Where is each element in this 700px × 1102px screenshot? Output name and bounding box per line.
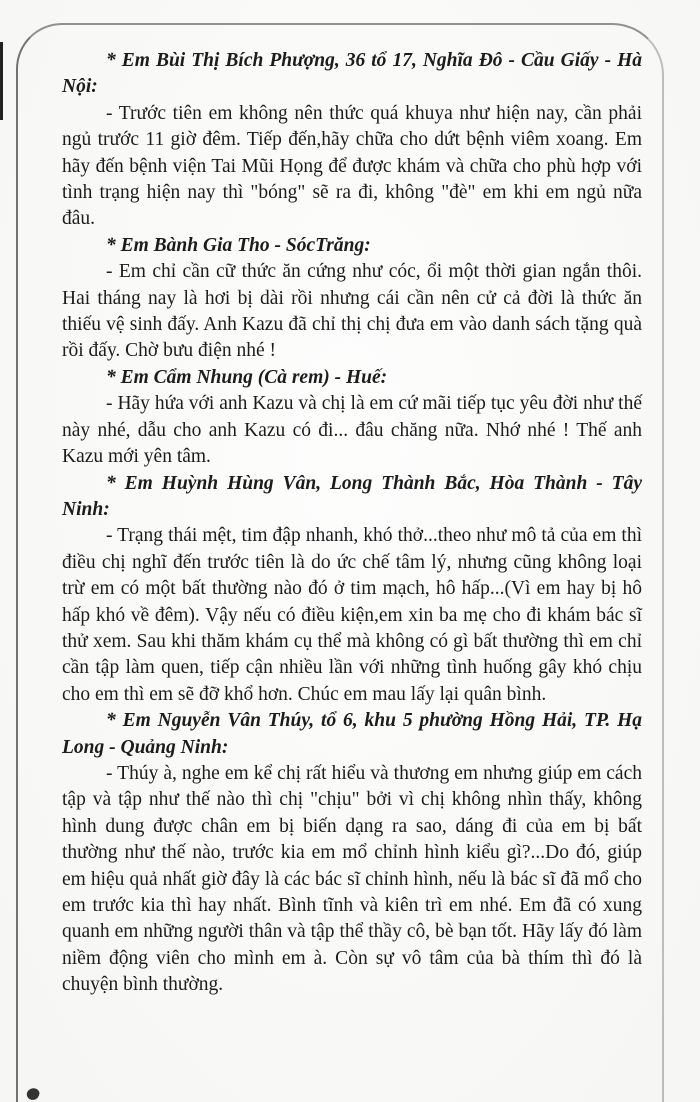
reply-paragraph: - Thúy à, nghe em kể chị rất hiểu và thương em nhưng giúp em cách tập và tập như thế nào thì chị "chịu" bởi vì chị không nhìn thấy, không hình dung được chân em bị biến dạng ra sao, dáng đi của em bị bất thường như thế nào, trước kia em mổ chỉnh hình kiểu gì?...Do đó, giúp em hiệu quả nhất giờ đây là các bác sĩ chỉnh hình, nếu là bác sĩ đã mổ cho em trước kia thì hay nhất. Bình tĩnh và kiên trì em nhé. Em đã có xung quanh em những người thân và tập thể thầy cô, bè bạn tốt. Hãy lấy đó làm niềm động viên cho mình em à. Còn sự vô tâm của bà thím thì đó là chuyện bình thường. bbox=[62, 762, 642, 996]
letter-entry bbox=[62, 48, 642, 233]
letter-entry bbox=[62, 233, 642, 365]
reply-paragraph: - Hãy hứa với anh Kazu và chị là em cứ mãi tiếp tục yêu đời như thế này nhé, dẫu cho anh Kazu có đi... đâu chăng nữa. Nhớ nhé ! Thế anh Kazu mới yên tâm. bbox=[62, 393, 642, 468]
page-text bbox=[62, 48, 642, 999]
reply-paragraph: - Em chỉ cần cữ thức ăn cứng như cóc, ổi một thời gian ngắn thôi. Hai tháng nay là hơi bị dài rồi nhưng cái cần nên cử cả đời là thức ăn thiếu vệ sinh đấy. Anh Kazu đã chỉ thị chị đưa em vào danh sách tặng quà rồi đấy. Chờ bưu điện nhé ! bbox=[62, 261, 642, 362]
letter-entry bbox=[62, 365, 642, 471]
letter-entry bbox=[62, 708, 642, 998]
sender-header: * Em Huỳnh Hùng Vân, Long Thành Bắc, Hòa Thành - Tây Ninh: bbox=[62, 472, 642, 520]
reply-paragraph: - Trước tiên em không nên thức quá khuya như hiện nay, cần phải ngủ trước 11 giờ đêm. Tiếp đến,hãy chữa cho dứt bệnh viêm xoang. Em hãy đến bệnh viện Tai Mũi Họng để được khám và chữa cho phù hợp với tình trạng hiện nay thì "bóng" sẽ ra đi, không "đè" em khi em ngủ nữa đâu. bbox=[62, 102, 642, 230]
scan-edge-mark bbox=[0, 42, 3, 120]
sender-header: * Em Cẩm Nhung (Cà rem) - Huế: bbox=[106, 366, 388, 388]
reply-paragraph: - Trạng thái mệt, tim đập nhanh, khó thở...theo như mô tả của em thì điều chị nghĩ đến trước tiên là do ức chế tâm lý, nhưng cũng không loại trừ em có một bất thường nào đó ở tim mạch, hô hấp...(Vì em hay bị hô hấp khó về đêm). Vậy nếu có điều kiện,em xin ba mẹ cho đi khám bác sĩ thử xem. Sau khi thăm khám cụ thể mà không có gì bất thường thì em chỉ cần tập làm quen, tiếp cận nhiều lần với những tình huống gây khó chịu cho em thì em sẽ đỡ khổ hơn. Chúc em mau lấy lại quân bình. bbox=[62, 525, 642, 705]
sender-header: * Em Bùi Thị Bích Phượng, 36 tổ 17, Nghĩa Đô - Cầu Giấy - Hà Nội: bbox=[62, 50, 642, 98]
letter-entry bbox=[62, 471, 642, 709]
sender-header: * Em Nguyễn Vân Thúy, tổ 6, khu 5 phường Hồng Hải, TP. Hạ Long - Quảng Ninh: bbox=[62, 710, 642, 758]
sender-header: * Em Bành Gia Tho - SócTrăng: bbox=[106, 234, 371, 256]
